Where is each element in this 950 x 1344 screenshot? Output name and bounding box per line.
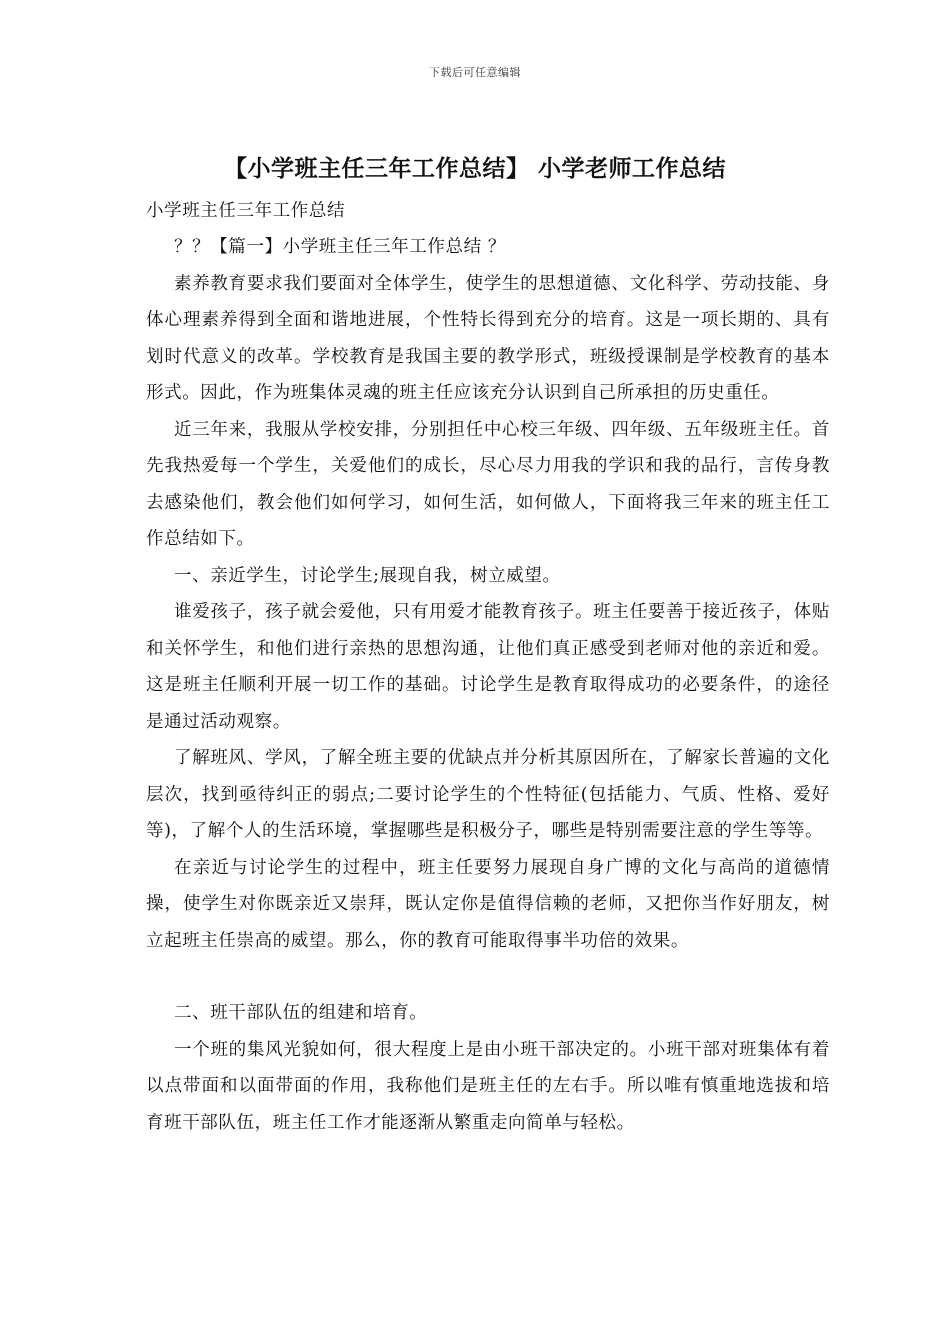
body-paragraph: 了解班风、学风，了解全班主要的优缺点并分析其原因所在，了解家长普遍的文化层次，找到亟待纠正的弱点;二要讨论学生的个性特征(包括能力、气质、性格、爱好等)，了解个人的生活环境，掌握哪些是积极分子，哪些是特别需要注意的学生等等。 — [146, 748, 830, 841]
document-subtitle: 小学班主任三年工作总结 — [146, 201, 346, 221]
document-title: 【小学班主任三年工作总结】 小学老师工作总结 — [223, 155, 726, 182]
section-heading: 二、班干部队伍的组建和培育。 — [174, 1003, 428, 1023]
document-body — [146, 196, 830, 1141]
body-paragraph: 一个班的集风光貌如何，很大程度上是由小班干部决定的。小班干部对班集体有着以点带面和以面带面的作用，我称他们是班主任的左右手。所以唯有慎重地选拔和培育班干部队伍，班主任工作才能逐渐从繁重走向简单与轻松。 — [146, 1039, 830, 1133]
body-paragraph: 在亲近与讨论学生的过程中，班主任要努力展现自身广博的文化与高尚的道德情操，使学生对你既亲近又崇拜，既认定你是值得信赖的老师，又把你当作好朋友，树立起班主任崇高的威望。那么，你的教育可能取得事半功倍的效果。 — [146, 857, 830, 951]
body-paragraph: 近三年来，我服从学校安排，分别担任中心校三年级、四年级、五年级班主任。首先我热爱每一个学生，关爱他们的成长，尽心尽力用我的学识和我的品行，言传身教去感染他们，教会他们如何学习，如何生活，如何做人，下面将我三年来的班主任工作总结如下。 — [146, 419, 830, 549]
body-paragraph: 素养教育要求我们要面对全体学生，使学生的思想道德、文化科学、劳动技能、身体心理素养得到全面和谐地进展，个性特长得到充分的培育。这是一项长期的、具有划时代意义的改革。学校教育是我国主要的教学形式，班级授课制是学校教育的基本形式。因此，作为班集体灵魂的班主任应该充分认识到自己所承担的历史重任。 — [146, 273, 830, 403]
body-paragraph: 谁爱孩子，孩子就会爱他，只有用爱才能教育孩子。班主任要善于接近孩子，体贴和关怀学生，和他们进行亲热的思想沟通，让他们真正感受到老师对他的亲近和爱。这是班主任顺利开展一切工作的基础。讨论学生是教育取得成功的必要条件，的途径是通过活动观察。 — [146, 602, 830, 732]
section-heading: 一、亲近学生，讨论学生;展现自我，树立威望。 — [174, 565, 561, 586]
section-marker: ？？【篇一】小学班主任三年工作总结 ？ — [174, 237, 506, 257]
header-note: 下载后可任意编辑 — [429, 66, 521, 79]
